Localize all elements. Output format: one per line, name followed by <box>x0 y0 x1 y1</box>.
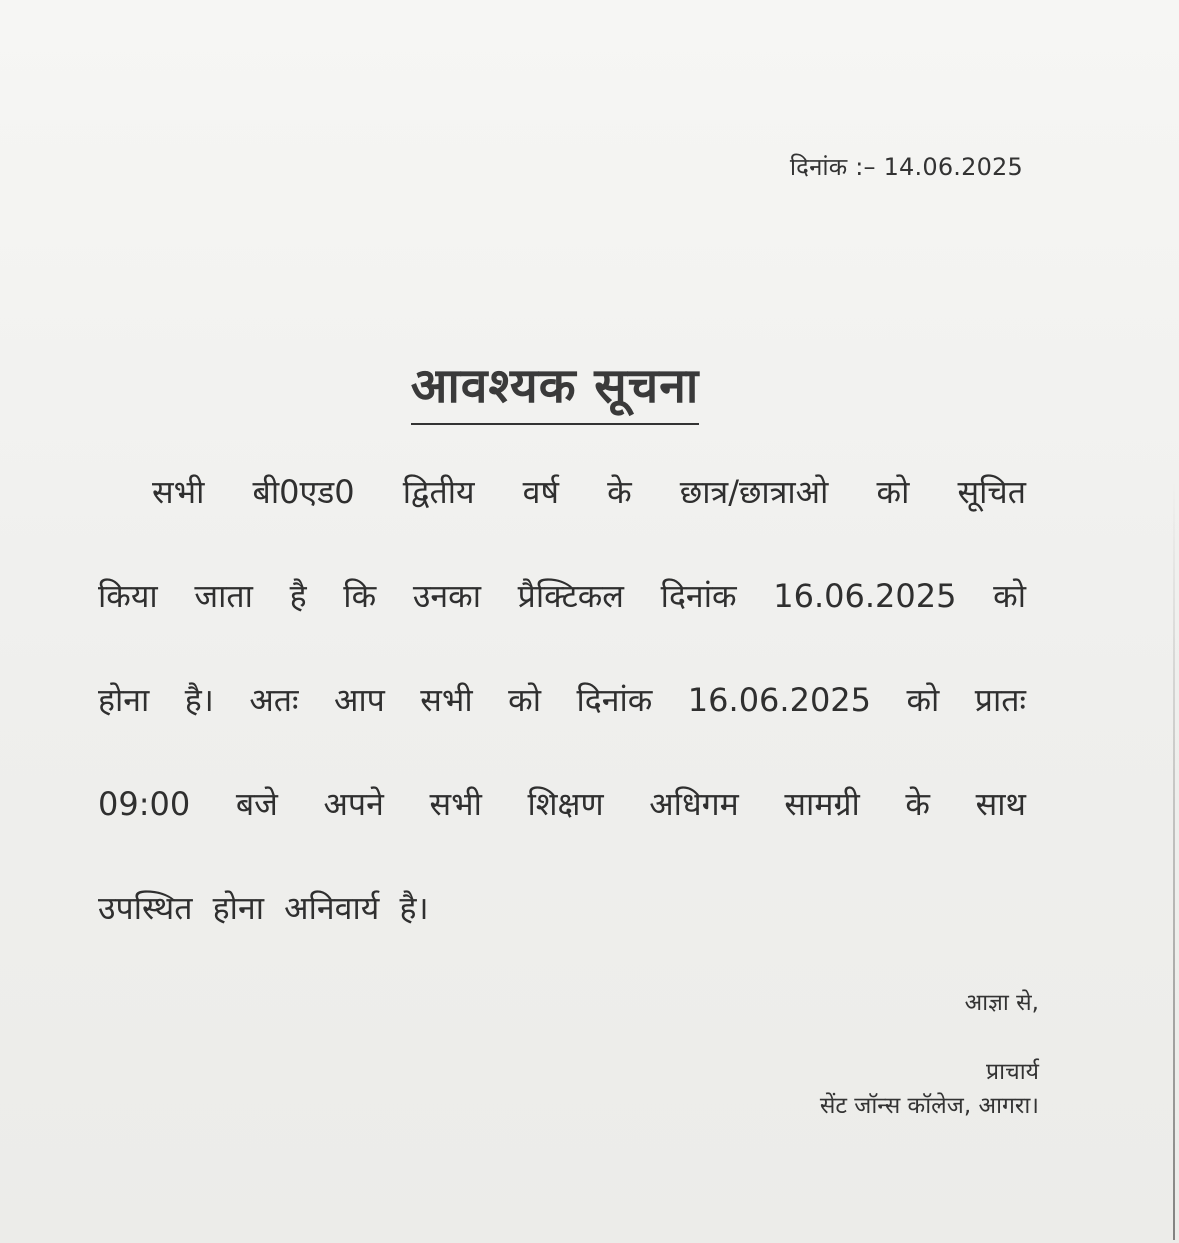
notice-body <box>98 440 1026 960</box>
notice-date: दिनांक :– 14.06.2025 <box>789 153 1023 181</box>
signature-block <box>820 985 1039 1123</box>
notice-heading: आवश्यक सूचना <box>411 352 700 425</box>
by-order-text: आज्ञा से, <box>964 990 1039 1016</box>
body-line-3: होना है। अतः आप सभी को दिनांक 16.06.2025 को प्रातः <box>98 681 1026 719</box>
body-line-2: किया जाता है कि उनका प्रैक्टिकल दिनांक 16.06.2025 को <box>98 577 1026 615</box>
body-line-4: 09:00 बजे अपने सभी शिक्षण अधिगम सामग्री के साथ <box>98 785 1026 823</box>
body-line-1: सभी बी0एड0 द्वितीय वर्ष के छात्र/छात्राओ को सूचित <box>152 473 1026 511</box>
institution-name: सेंट जॉन्स कॉलेज, आगरा। <box>819 1093 1039 1119</box>
body-line-5: उपस्थित होना अनिवार्य है। <box>98 889 429 927</box>
heading-container <box>0 352 1110 425</box>
signatory-title: प्राचार्य <box>986 1059 1039 1085</box>
